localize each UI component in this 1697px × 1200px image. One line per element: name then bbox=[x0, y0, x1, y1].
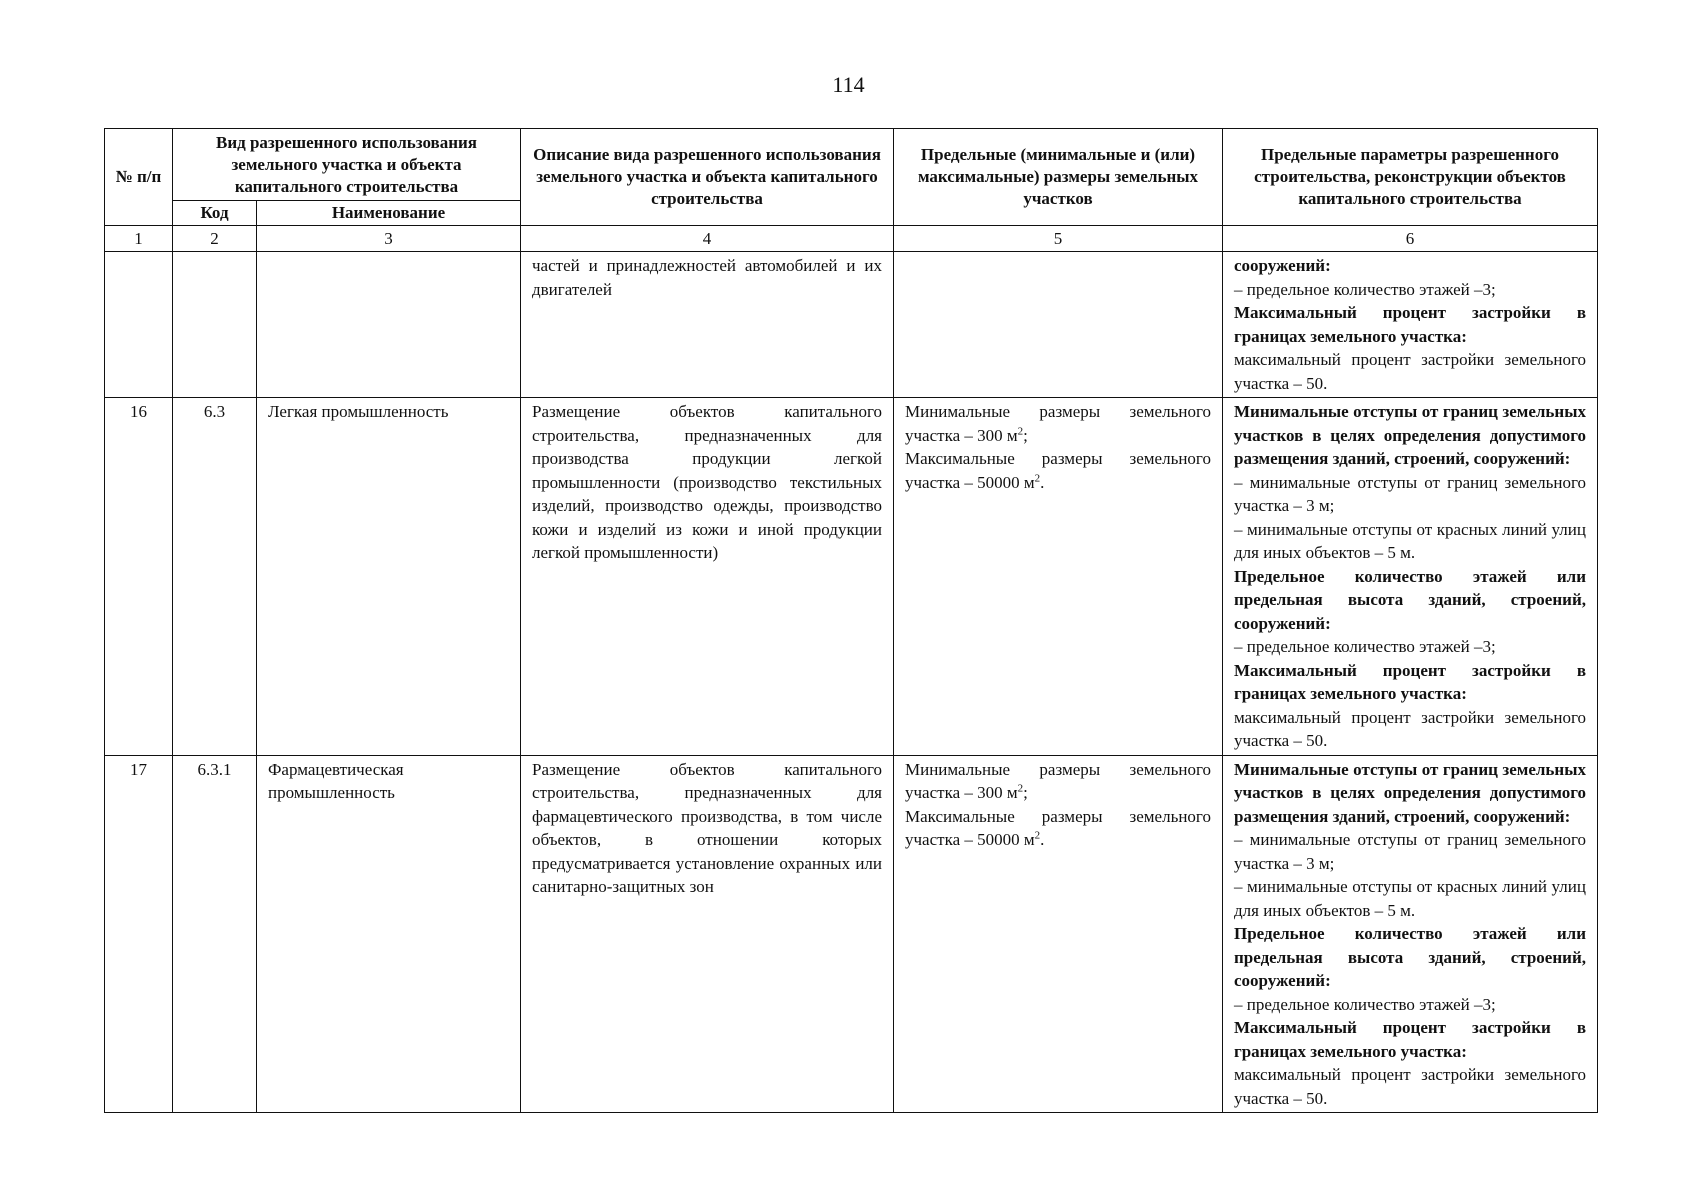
param-line: Максимальный процент застройки в границах земельного участка: bbox=[1234, 660, 1586, 703]
size-line: Максимальные размеры земельного участка – 50000 $м^2$. bbox=[905, 806, 1211, 849]
size-line: Минимальные размеры земельного участка – 300 $м^2$; bbox=[905, 402, 1211, 445]
zoning-table bbox=[104, 128, 1598, 1113]
row-params-cell bbox=[1223, 755, 1598, 1113]
param-line: Максимальный процент застройки в границах земельного участка: bbox=[1234, 1018, 1586, 1061]
row-number-cell: 17 bbox=[105, 755, 173, 1113]
param-line: Предельное количество этажей или предельная высота зданий, строений, сооружений: bbox=[1234, 566, 1586, 633]
column-number: 5 bbox=[894, 226, 1223, 252]
param-line: Минимальные отступы от границ земельных участков в целях определения допустимого размещения зданий, строений, сооружений: bbox=[1234, 759, 1586, 826]
row-description-cell: частей и принадлежностей автомобилей и их двигателей bbox=[521, 252, 894, 398]
column-number: 3 bbox=[257, 226, 521, 252]
size-line: Максимальные размеры земельного участка – 50000 $м^2$. bbox=[905, 449, 1211, 492]
table-row bbox=[105, 398, 1598, 756]
row-description-cell: Размещение объектов капитального строительства, предназначенных для производства продукции легкой промышленности (производство текстильных изделий, производство одежды, производство кожи и изделий из кожи и иной продукции легкой промышленности) bbox=[521, 398, 894, 756]
param-line: максимальный процент застройки земельного участка – 50. bbox=[1234, 1065, 1586, 1108]
header-code: Код bbox=[173, 201, 257, 226]
superscript: 2 bbox=[1017, 782, 1024, 795]
row-sizes-cell bbox=[894, 755, 1223, 1113]
size-line: Минимальные размеры земельного участка – 300 $м^2$; bbox=[905, 759, 1211, 802]
column-number: 4 bbox=[521, 226, 894, 252]
superscript: 2 bbox=[1034, 829, 1041, 842]
table-header bbox=[105, 129, 1598, 252]
row-description-cell: Размещение объектов капитального строительства, предназначенных для фармацевтического производства, в том числе объектов, в отношении которых предусматривается установление охранных или санитарно-защитных зон bbox=[521, 755, 894, 1113]
param-line: максимальный процент застройки земельного участка – 50. bbox=[1234, 350, 1586, 393]
param-line: – минимальные отступы от границ земельного участка – 3 м; bbox=[1234, 830, 1586, 873]
column-number-row bbox=[105, 226, 1598, 252]
row-name-cell: Легкая промышленность bbox=[257, 398, 521, 756]
header-num: № п/п bbox=[105, 129, 173, 226]
table-row bbox=[105, 755, 1598, 1113]
row-name-cell: Фармацевтическая промышленность bbox=[257, 755, 521, 1113]
column-number: 1 bbox=[105, 226, 173, 252]
row-params-cell bbox=[1223, 252, 1598, 398]
page-number: 114 bbox=[832, 72, 865, 97]
header-sizes: Предельные (минимальные и (или) максимальные) размеры земельных участков bbox=[894, 129, 1223, 226]
row-sizes-cell bbox=[894, 398, 1223, 756]
param-line: максимальный процент застройки земельного участка – 50. bbox=[1234, 707, 1586, 750]
header-params: Предельные параметры разрешенного строительства, реконструкции объектов капитального строительства bbox=[1223, 129, 1598, 226]
table-row bbox=[105, 252, 1598, 398]
column-number: 6 bbox=[1223, 226, 1598, 252]
column-number: 2 bbox=[173, 226, 257, 252]
header-name: Наименование bbox=[257, 201, 521, 226]
param-line: Максимальный процент застройки в границах земельного участка: bbox=[1234, 303, 1586, 346]
row-name-cell bbox=[257, 252, 521, 398]
param-line: сооружений: bbox=[1234, 256, 1331, 275]
row-code-cell: 6.3.1 bbox=[173, 755, 257, 1113]
row-sizes-cell bbox=[894, 252, 1223, 398]
param-line: – минимальные отступы от красных линий улиц для иных объектов – 5 м. bbox=[1234, 877, 1586, 920]
row-code-cell bbox=[173, 252, 257, 398]
param-line: – предельное количество этажей –3; bbox=[1234, 279, 1496, 299]
param-line: – минимальные отступы от красных линий улиц для иных объектов – 5 м. bbox=[1234, 519, 1586, 562]
superscript: 2 bbox=[1034, 471, 1041, 484]
header-description: Описание вида разрешенного использования земельного участка и объекта капитального строительства bbox=[521, 129, 894, 226]
param-line: Предельное количество этажей или предельная высота зданий, строений, сооружений: bbox=[1234, 924, 1586, 990]
row-params-cell bbox=[1223, 398, 1598, 756]
table-body bbox=[105, 252, 1598, 1113]
header-use-type: Вид разрешенного использования земельного участка и объекта капитального строительства bbox=[173, 129, 521, 201]
param-line: – предельное количество этажей –3; bbox=[1234, 637, 1496, 656]
param-line: – предельное количество этажей –3; bbox=[1234, 994, 1496, 1014]
row-code-cell: 6.3 bbox=[173, 398, 257, 756]
row-number-cell bbox=[105, 252, 173, 398]
param-line: – минимальные отступы от границ земельного участка – 3 м; bbox=[1234, 472, 1586, 515]
row-number-cell: 16 bbox=[105, 398, 173, 756]
superscript: 2 bbox=[1017, 424, 1024, 437]
param-line: Минимальные отступы от границ земельных участков в целях определения допустимого размещения зданий, строений, сооружений: bbox=[1234, 402, 1586, 468]
